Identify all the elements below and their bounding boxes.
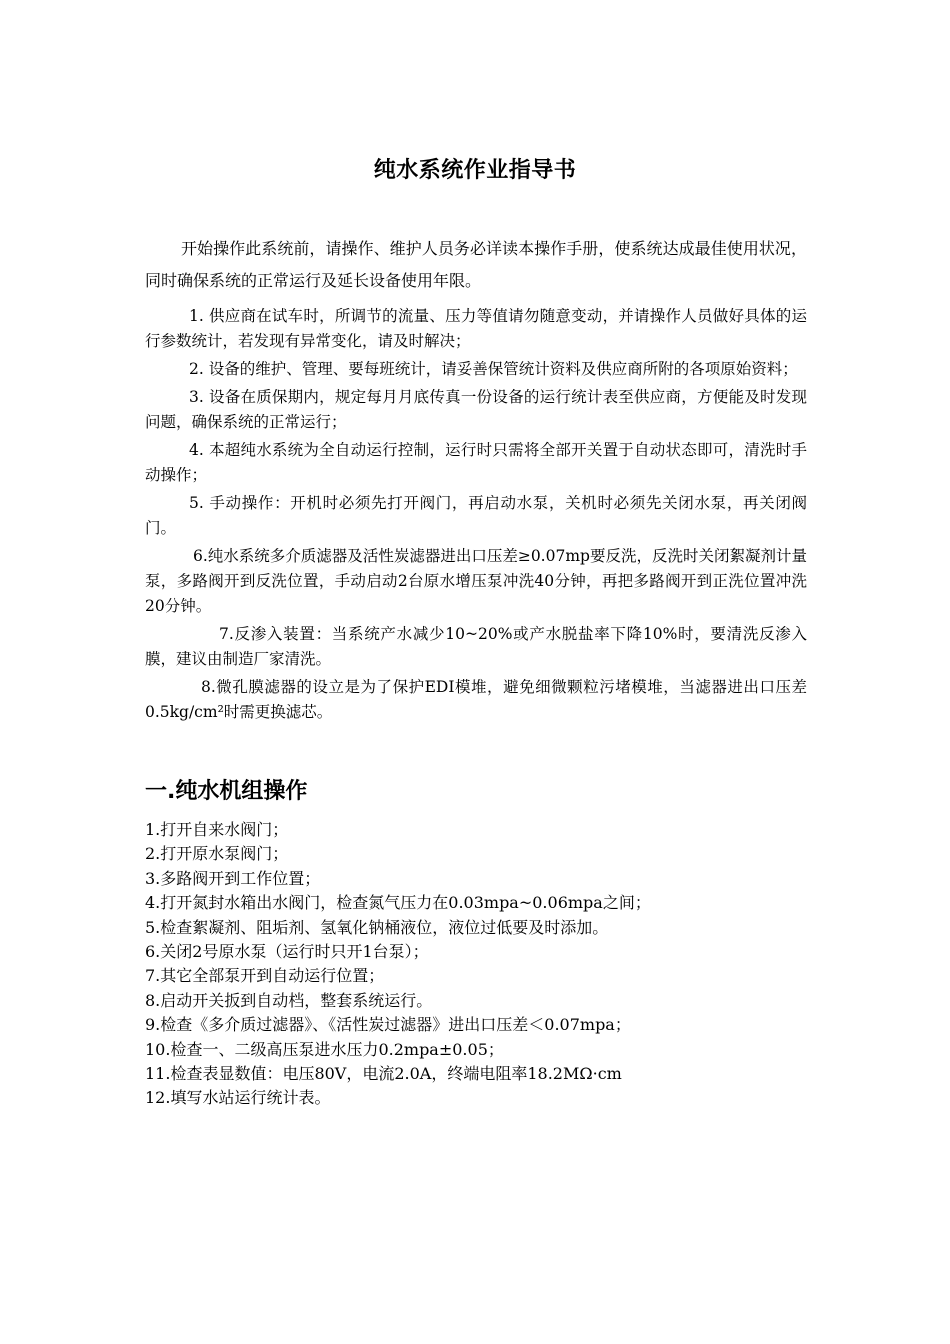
note-item: 3. 设备在质保期内，规定每月月底传真一份设备的运行统计表至供应商，方便能及时发现问题，确保系统的正常运行； xyxy=(145,388,807,431)
note-item: 2. 设备的维护、管理、要每班统计，请妥善保管统计资料及供应商所附的各项原始资料； xyxy=(189,360,798,378)
step-item: 1.打开自来水阀门； xyxy=(145,820,289,839)
note-item: 4. 本超纯水系统为全自动运行控制，运行时只需将全部开关置于自动状态即可，清洗时手动操作； xyxy=(145,441,807,484)
step-item: 4.打开氮封水箱出水阀门，检查氮气压力在0.03mpa~0.06mpa之间； xyxy=(145,893,651,913)
intro-paragraph: 开始操作此系统前，请操作、维护人员务必详读本操作手册，使系统达成最佳使用状况，同时确保系统的正常运行及延长设备使用年限。 xyxy=(145,239,807,290)
note-item: 1. 供应商在试车时，所调节的流量、压力等值请勿随意变动，并请操作人员做好具体的运行参数统计，若发现有异常变化，请及时解决； xyxy=(145,307,807,350)
step-item: 6.关闭2号原水泵（运行时只开1台泵）； xyxy=(145,942,429,962)
note-item: 7.反渗入装置：当系统产水减少10~20%或产水脱盐率下降10%时，要清洗反渗入膜，建议由制造厂家清洗。 xyxy=(145,625,807,668)
step-item: 12.填写水站运行统计表。 xyxy=(145,1088,331,1108)
step-item: 10.检查一、二级高压泵进水压力0.2mpa±0.05； xyxy=(145,1039,504,1059)
step-item: 5.检查絮凝剂、阻垢剂、氢氧化钠桶液位，液位过低要及时添加。 xyxy=(145,917,609,937)
note-item: 8.微孔膜滤器的设立是为了保护EDI模堆，避免细微颗粒污堵模堆，当滤器进出口压差0.5kg/cm²时需更换滤芯。 xyxy=(145,678,807,721)
document-title: 纯水系统作业指导书 xyxy=(373,158,577,183)
step-item: 3.多路阀开到工作位置； xyxy=(145,868,321,888)
step-item: 8.启动开关扳到自动档，整套系统运行。 xyxy=(145,990,433,1010)
step-item: 9.检查《多介质过滤器》、《活性炭过滤器》进出口压差＜0.07mpa； xyxy=(145,1015,631,1035)
operation-steps-list xyxy=(145,818,807,1111)
step-item: 7.其它全部泵开到自动运行位置； xyxy=(145,966,385,986)
note-item: 5. 手动操作：开机时必须先打开阀门，再启动水泵，关机时必须先关闭水泵，再关闭阀门。 xyxy=(145,494,807,537)
section-heading: 一.纯水机组操作 xyxy=(145,779,308,804)
notes-list xyxy=(145,304,807,728)
note-item: 6.纯水系统多介质滤器及活性炭滤器进出口压差≥0.07mp要反洗，反洗时关闭絮凝剂计量泵，多路阀开到反洗位置，手动启动2台原水增压泵冲洗40分钟，再把多路阀开到正洗位置冲洗20分钟。 xyxy=(145,547,807,615)
step-item: 2.打开原水泵阀门； xyxy=(145,844,289,864)
step-item: 11.检查表显数值：电压80V，电流2.0A，终端电阻率18.2MΩ·cm xyxy=(145,1064,622,1084)
